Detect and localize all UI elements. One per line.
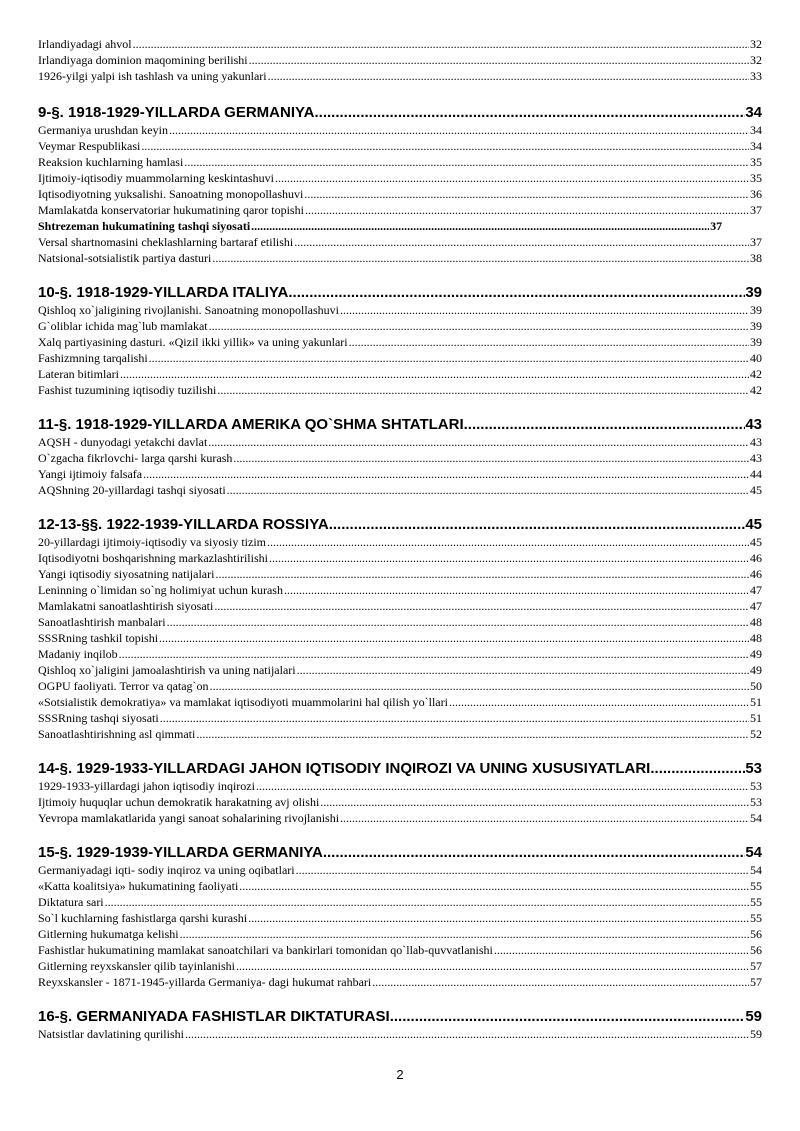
- section-heading[interactable]: [38, 515, 762, 534]
- dot-leader: [184, 154, 749, 170]
- page-ref: 46: [750, 567, 762, 581]
- dot-leader: [297, 662, 749, 678]
- dot-leader: [305, 202, 749, 218]
- dot-leader: [268, 68, 749, 84]
- page-ref: 43: [750, 435, 762, 449]
- page-ref: 55: [750, 911, 762, 925]
- toc-entry[interactable]: [38, 646, 762, 662]
- page-ref: 53: [750, 779, 762, 793]
- page-ref: 39: [750, 303, 762, 317]
- entry-title: SSSRning tashkil topishi: [38, 631, 159, 645]
- dot-leader: [227, 482, 749, 498]
- page-number: 2: [396, 1067, 404, 1082]
- dot-leader: [294, 234, 749, 250]
- toc-entry[interactable]: [38, 138, 762, 154]
- entry-title: Fashist tuzumining iqtisodiy tuzilishi: [38, 383, 217, 397]
- dot-leader: [256, 778, 749, 794]
- page-ref: 44: [750, 467, 762, 481]
- dot-leader: [133, 36, 749, 52]
- page-ref: 46: [750, 551, 762, 565]
- toc-entry[interactable]: [38, 382, 762, 398]
- section-heading[interactable]: [38, 759, 762, 778]
- dot-leader: [372, 974, 749, 990]
- page-ref: 42: [750, 383, 762, 397]
- page-ref: 53: [745, 760, 762, 777]
- toc-entry[interactable]: [38, 794, 762, 810]
- page-ref: 57: [750, 975, 762, 989]
- toc-entry[interactable]: [38, 582, 762, 598]
- dot-leader: [141, 138, 749, 154]
- page-ref: 49: [750, 663, 762, 677]
- dot-leader: [320, 794, 749, 810]
- entry-title: Sanoatlashtirishning asl qimmati: [38, 727, 196, 741]
- section-heading[interactable]: [38, 283, 762, 302]
- toc-entry[interactable]: [38, 942, 762, 958]
- page-ref: 56: [750, 943, 762, 957]
- toc-entry[interactable]: [38, 974, 762, 990]
- toc-section: [38, 283, 762, 398]
- entry-title: Veymar Respublikasi: [38, 139, 141, 153]
- dot-leader: [251, 218, 709, 234]
- dot-leader: [464, 415, 746, 434]
- page-ref: 53: [750, 795, 762, 809]
- dot-leader: [119, 646, 749, 662]
- entry-title: 10-§. 1918-1929-YILLARDA ITALIYA: [38, 284, 289, 301]
- dot-leader: [215, 566, 749, 582]
- page-ref: 34: [750, 139, 762, 153]
- toc-entry[interactable]: [38, 778, 762, 794]
- toc-entry[interactable]: [38, 302, 762, 318]
- toc-section: [38, 843, 762, 990]
- entry-title: 15-§. 1929-1939-YILLARDA GERMANIYA: [38, 844, 323, 861]
- entry-title: SSSRning tashqi siyosati: [38, 711, 159, 725]
- toc-section: [38, 415, 762, 498]
- page-ref: 34: [750, 123, 762, 137]
- toc-entry[interactable]: [38, 122, 762, 138]
- dot-leader: [149, 350, 749, 366]
- toc-entry[interactable]: [38, 350, 762, 366]
- dot-leader: [494, 942, 749, 958]
- entry-title: OGPU faoliyati. Terror va qatag`on: [38, 679, 209, 693]
- dot-leader: [267, 534, 749, 550]
- toc-entry[interactable]: [38, 894, 762, 910]
- page-ref: 47: [750, 583, 762, 597]
- dot-leader: [288, 283, 745, 302]
- dot-leader: [249, 52, 749, 68]
- entry-title: 12-13-§§. 1922-1939-YILLARDA ROSSIYA: [38, 516, 329, 533]
- section-heading[interactable]: [38, 1007, 762, 1026]
- entry-title: 14-§. 1929-1933-YILLARDAGI JAHON IQTISODIY INQIROZI VA UNING XUSUSIYATLARI: [38, 760, 651, 777]
- entry-title: 16-§. GERMANIYADA FASHISTLAR DIKTATURASI: [38, 1008, 390, 1025]
- toc-entry[interactable]: [38, 334, 762, 350]
- toc-entry[interactable]: [38, 630, 762, 646]
- entry-title: Natsional-sotsialistik partiya dasturi: [38, 251, 212, 265]
- page-ref: 48: [750, 615, 762, 629]
- entry-title: Qishloq xo`jaligini jamoalashtirish va uning natijalari: [38, 663, 296, 677]
- entry-title: Natsistlar davlatining qurilishi: [38, 1027, 184, 1041]
- page-ref: 55: [750, 879, 762, 893]
- entry-title: Qishloq xo`jaligining rivojlanishi. Sanoatning monopollashuvi: [38, 303, 339, 317]
- dot-leader: [105, 894, 749, 910]
- page-ref: 59: [750, 1027, 762, 1041]
- toc-entry[interactable]: [38, 170, 762, 186]
- page-ref: 39: [750, 319, 762, 333]
- dot-leader: [180, 926, 749, 942]
- entry-title: Gitlerning hukumatga kelishi: [38, 927, 179, 941]
- entry-title: «Katta koalitsiya» hukumatining faoliyati: [38, 879, 239, 893]
- entry-title: Germaniyadagi iqti- sodiy inqiroz va uning oqibatlari: [38, 863, 295, 877]
- toc-entry[interactable]: [38, 466, 762, 482]
- toc-entry[interactable]: [38, 726, 762, 742]
- dot-leader: [248, 910, 749, 926]
- page-ref: 33: [750, 69, 762, 83]
- toc-entry[interactable]: [38, 694, 762, 710]
- dot-leader: [314, 103, 745, 122]
- page-ref: 32: [750, 53, 762, 67]
- entry-title: So`l kuchlarning fashistlarga qarshi kurashi: [38, 911, 248, 925]
- toc-entry[interactable]: [38, 550, 762, 566]
- page-ref: 39: [745, 284, 762, 301]
- entry-title: Xalq partiyasining dasturi. «Qizil ikki yillik» va uning yakunlari: [38, 335, 348, 349]
- toc-entry[interactable]: [38, 926, 762, 942]
- toc-entry[interactable]: [38, 910, 762, 926]
- dot-leader: [275, 170, 749, 186]
- entry-title: Iqtisodiyotning yuksalishi. Sanoatning monopollashuvi: [38, 187, 304, 201]
- toc-entry[interactable]: [38, 234, 762, 250]
- page-ref: 50: [750, 679, 762, 693]
- page-ref: 54: [745, 844, 762, 861]
- entry-title: Fashizmning tarqalishi: [38, 351, 148, 365]
- entry-title: Lateran bitimlari: [38, 367, 119, 381]
- page-ref: 54: [750, 863, 762, 877]
- page-ref: 37: [750, 235, 762, 249]
- toc-entry[interactable]: [38, 1026, 762, 1042]
- entry-title: Shtrezeman hukumatining tashqi siyosati: [38, 219, 251, 233]
- dot-leader: [159, 630, 749, 646]
- entry-title: Reaksion kuchlarning hamlasi: [38, 155, 184, 169]
- page-ref: 37: [710, 219, 723, 233]
- page-ref: 40: [750, 351, 762, 365]
- toc-entry[interactable]: [38, 810, 762, 826]
- dot-leader: [304, 186, 749, 202]
- entry-title: Mamlakatda konservatoriar hukumatining qaror topishi: [38, 203, 304, 217]
- entry-title: AQShning 20-yillardagi tashqi siyosati: [38, 483, 226, 497]
- entry-title: Reyxskansler - 1871-1945-yillarda Germaniya- dagi hukumat rahbari: [38, 975, 372, 989]
- toc-entry[interactable]: [38, 450, 762, 466]
- page-ref: 52: [750, 727, 762, 741]
- entry-title: Diktatura sari: [38, 895, 104, 909]
- page-ref: 45: [745, 516, 762, 533]
- dot-leader: [340, 302, 749, 318]
- page-ref: 57: [750, 959, 762, 973]
- dot-leader: [349, 334, 749, 350]
- toc-entry[interactable]: [38, 36, 762, 52]
- page-ref: 48: [750, 631, 762, 645]
- page-ref: 59: [745, 1008, 762, 1025]
- dot-leader: [214, 598, 749, 614]
- toc-entry[interactable]: [38, 862, 762, 878]
- dot-leader: [239, 878, 749, 894]
- dot-leader: [167, 614, 749, 630]
- page-ref: 47: [750, 599, 762, 613]
- page-ref: 43: [745, 416, 762, 433]
- toc-entry[interactable]: [38, 958, 762, 974]
- entry-title: Germaniya urushdan keyin: [38, 123, 168, 137]
- dot-leader: [169, 122, 749, 138]
- toc-entry[interactable]: [38, 566, 762, 582]
- entry-title: Mamlakatni sanoatlashtirish siyosati: [38, 599, 214, 613]
- toc-entry[interactable]: [38, 366, 762, 382]
- toc-entry[interactable]: [38, 250, 762, 266]
- page-ref: 49: [750, 647, 762, 661]
- toc-entry[interactable]: [38, 598, 762, 614]
- entry-title: 1929-1933-yillardagi jahon iqtisodiy inqirozi: [38, 779, 255, 793]
- page-ref: 39: [750, 335, 762, 349]
- toc-entry[interactable]: [38, 710, 762, 726]
- dot-leader: [296, 862, 749, 878]
- entry-title: Versal shartnomasini cheklashlarning bartaraf etilishi: [38, 235, 294, 249]
- toc-entry[interactable]: [38, 614, 762, 630]
- page-ref: 42: [750, 367, 762, 381]
- page-ref: 38: [750, 251, 762, 265]
- toc-entry[interactable]: [38, 202, 762, 218]
- toc-entry[interactable]: [38, 318, 762, 334]
- toc-entry[interactable]: [38, 534, 762, 550]
- dot-leader: [212, 250, 749, 266]
- toc-entry-bold[interactable]: [38, 218, 762, 234]
- dot-leader: [284, 582, 749, 598]
- dot-leader: [329, 515, 746, 534]
- dot-leader: [449, 694, 749, 710]
- entry-title: Ijtimoiy-iqtisodiy muammolarning keskintashuvi: [38, 171, 274, 185]
- toc-section: [38, 1007, 762, 1042]
- toc-entry[interactable]: [38, 878, 762, 894]
- dot-leader: [650, 759, 745, 778]
- entry-title: Yangi iqtisodiy siyosatning natijalari: [38, 567, 215, 581]
- entry-title: AQSH - dunyodagi yetakchi davlat: [38, 435, 208, 449]
- toc-section: [38, 103, 762, 266]
- entry-title: Yangi ijtimoiy falsafa: [38, 467, 143, 481]
- dot-leader: [209, 318, 749, 334]
- toc-entry[interactable]: [38, 52, 762, 68]
- section-heading[interactable]: [38, 843, 762, 862]
- dot-leader: [390, 1007, 746, 1026]
- entry-title: Madaniy inqilob: [38, 647, 118, 661]
- dot-leader: [160, 710, 749, 726]
- entry-title: Iqtisodiyotni boshqarishning markazlashtirilishi: [38, 551, 268, 565]
- entry-title: Irlandiyadagi ahvol: [38, 37, 132, 51]
- table-of-contents: [38, 36, 762, 1042]
- entry-title: Gitlerning reyxskansler qilib tayinlanishi: [38, 959, 235, 973]
- page-ref: 56: [750, 927, 762, 941]
- page-ref: 35: [750, 155, 762, 169]
- dot-leader: [196, 726, 749, 742]
- entry-title: 9-§. 1918-1929-YILLARDA GERMANIYA: [38, 104, 315, 121]
- intro-entries: [38, 36, 762, 84]
- toc-section: [38, 759, 762, 826]
- page-ref: 36: [750, 187, 762, 201]
- entry-title: Fashistlar hukumatining mamlakat sanoatchilari va bankirlari tomonidan qo`llab-quvvatlanishi: [38, 943, 493, 957]
- entry-title: Sanoatlashtirish manbalari: [38, 615, 166, 629]
- entry-title: G`oliblar ichida mag`lub mamlakat: [38, 319, 208, 333]
- entry-title: Ijtimoiy huquqlar uchun demokratik harakatning avj olishi: [38, 795, 320, 809]
- dot-leader: [236, 958, 749, 974]
- page-ref: 55: [750, 895, 762, 909]
- toc-entry[interactable]: [38, 434, 762, 450]
- toc-entry[interactable]: [38, 482, 762, 498]
- page-ref: 32: [750, 37, 762, 51]
- toc-entry[interactable]: [38, 68, 762, 84]
- dot-leader: [208, 434, 749, 450]
- dot-leader: [217, 382, 749, 398]
- page-ref: 45: [750, 535, 762, 549]
- entry-title: «Sotsialistik demokratiya» va mamlakat iqtisodiyoti muammolarini hal qilish yo`llari: [38, 695, 448, 709]
- entry-title: Irlandiyaga dominion maqomining berilishi: [38, 53, 248, 67]
- toc-entry[interactable]: [38, 154, 762, 170]
- page-ref: 37: [750, 203, 762, 217]
- dot-leader: [120, 366, 749, 382]
- page-ref: 51: [750, 695, 762, 709]
- toc-section: [38, 515, 762, 742]
- dot-leader: [210, 678, 749, 694]
- page-ref: 35: [750, 171, 762, 185]
- section-heading[interactable]: [38, 103, 762, 122]
- toc-entry[interactable]: [38, 662, 762, 678]
- entry-title: Yevropa mamlakatlarida yangi sanoat sohalarining rivojlanishi: [38, 811, 340, 825]
- entry-title: O`zgacha fikrlovchi- larga qarshi kurash: [38, 451, 233, 465]
- dot-leader: [323, 843, 745, 862]
- page-ref: 45: [750, 483, 762, 497]
- entry-title: 11-§. 1918-1929-YILLARDA AMERIKA QO`SHMA SHTATLARI: [38, 416, 464, 433]
- toc-entry[interactable]: [38, 678, 762, 694]
- entry-title: 20-yillardagi ijtimoiy-iqtisodiy va siyosiy tizim: [38, 535, 266, 549]
- page-ref: 54: [750, 811, 762, 825]
- dot-leader: [269, 550, 749, 566]
- dot-leader: [143, 466, 749, 482]
- page-ref: 43: [750, 451, 762, 465]
- dot-leader: [185, 1026, 749, 1042]
- page-ref: 34: [745, 104, 762, 121]
- section-heading[interactable]: [38, 415, 762, 434]
- entry-title: Leninning o`limidan so`ng holimiyat uchun kurash: [38, 583, 283, 597]
- page-ref: 51: [750, 711, 762, 725]
- dot-leader: [340, 810, 749, 826]
- entry-title: 1926-yilgi yalpi ish tashlash va uning yakunlari: [38, 69, 267, 83]
- toc-entry[interactable]: [38, 186, 762, 202]
- dot-leader: [233, 450, 749, 466]
